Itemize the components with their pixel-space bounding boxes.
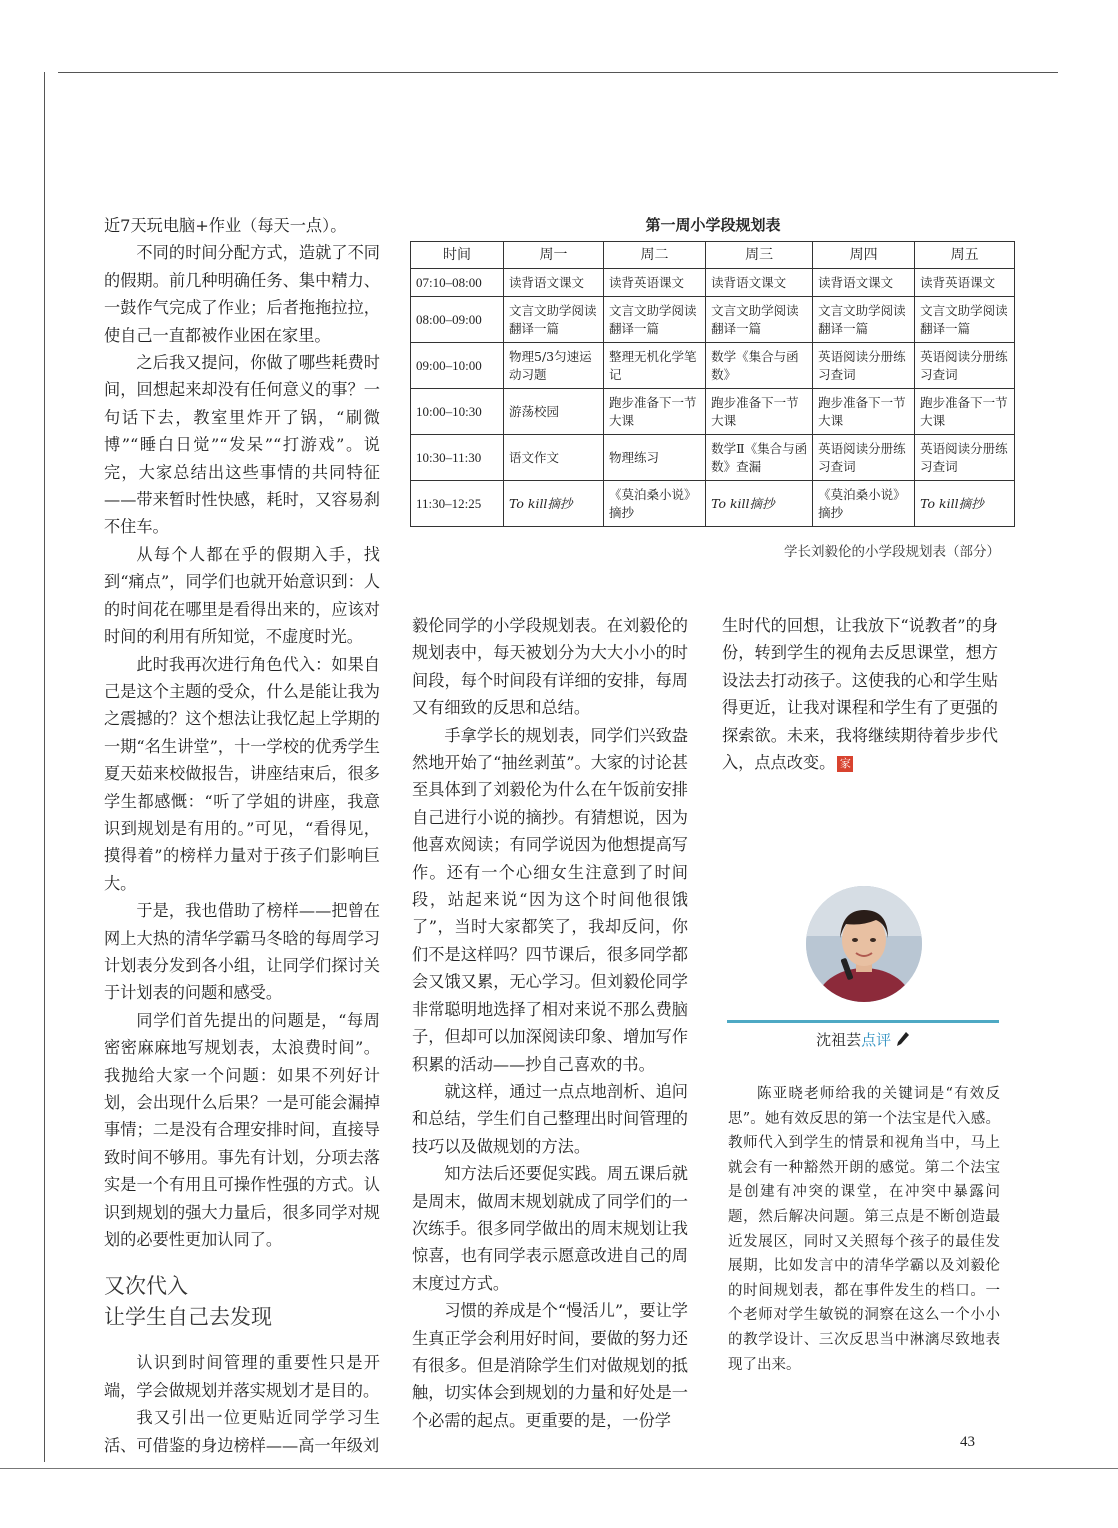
time-cell: 11:30–12:25 [411, 481, 504, 527]
header-cell: 周一 [504, 242, 604, 269]
table-cell: 跑步准备下一节大课 [706, 389, 813, 435]
time-cell: 10:00–10:30 [411, 389, 504, 435]
table-cell: 游荡校园 [504, 389, 604, 435]
paragraph: 不同的时间分配方式，造就了不同的假期。前几种明确任务、集中精力、一鼓作气完成了作业；后者拖拖拉拉，使自己一直都被作业困在家里。 [104, 243, 380, 345]
table-cell: 文言文助学阅读翻译一篇 [604, 297, 706, 343]
commenter-divider [727, 1020, 999, 1023]
comment-box [728, 1082, 1000, 1377]
paragraph: 于是，我也借助了榜样——把曾在网上大热的清华学霸马冬晗的每周学习计划表分发到各小组，让同学们探讨关于计划表的问题和感受。 [104, 901, 380, 1003]
table-cell: 文言文助学阅读翻译一篇 [915, 297, 1015, 343]
table-cell: 《莫泊桑小说》摘抄 [813, 481, 915, 527]
paragraph: 毅伦同学的小学段规划表。在刘毅伦的规划表中，每天被划分为大大小小的时间段，每个时间段有详细的安排，每周又有细致的反思和总结。 [412, 616, 688, 718]
table-cell: 物理5/3匀速运动习题 [504, 343, 604, 389]
table-cell: 读背语文课文 [706, 269, 813, 297]
section-heading-line-1: 又次代入 [104, 1274, 188, 1299]
header-cell: 时间 [411, 242, 504, 269]
paragraph: 认识到时间管理的重要性只是开端，学会做规划并落实规划才是目的。 [104, 1353, 380, 1400]
table-cell: 读背语文课文 [504, 269, 604, 297]
commenter-avatar [806, 886, 922, 1002]
table-row [411, 435, 1015, 481]
table-cell: 跑步准备下一节大课 [813, 389, 915, 435]
table-title: 第一周小学段规划表 [645, 216, 781, 234]
table-cell: 《莫泊桑小说》摘抄 [604, 481, 706, 527]
schedule-table [410, 241, 1015, 527]
paragraph: 同学们首先提出的问题是，“每周密密麻麻地写规划表，太浪费时间”。我抛给大家一个问题：如果不列好计划，会出现什么后果？一是可能会漏掉事情；二是没有合理安排时间，直接导致时间不够用。事先有计划，分项去落实是一个有用且可操作性强的方式。认识到规划的强大力量后，很多同学对规划的必要性更加认同了。 [104, 1010, 380, 1250]
left-rule [44, 72, 45, 1462]
table-cell: 文言文助学阅读翻译一篇 [813, 297, 915, 343]
paragraph: 手拿学长的规划表，同学们兴致盎然地开始了“抽丝剥茧”。大家的讨论甚至具体到了刘毅伦为什么在午饭前安排自己进行小说的摘抄。有猜想说，因为他喜欢阅读；有同学说因为他想提高写作。还有一个心细女生注意到了时间段，站起来说“因为这个时间他很饿了”，当时大家都笑了，我却反问，你们不是这样吗？四节课后，很多同学都会又饿又累，无心学习。但刘毅伦同学非常聪明地选择了相对来说不那么费脑子，但却可以加深阅读印象、增加写作积累的活动——抄自己喜欢的书。 [412, 725, 688, 1074]
table-cell: 英语阅读分册练习查词 [813, 343, 915, 389]
commenter-name: 沈祖芸 [816, 1031, 862, 1049]
paragraph: 之后我又提问，你做了哪些耗费时间，回想起来却没有任何意义的事？一句话下去，教室里炸开了锅，“刷微博”“睡白日觉”“发呆”“打游戏”。说完，大家总结出这些事情的共同特征——带来暂时性快感，耗时，又容易刹不住车。 [104, 353, 380, 537]
table-cell: 数学Ⅱ《集合与函数》查漏 [706, 435, 813, 481]
table-caption: 学长刘毅伦的小学段规划表（部分） [784, 544, 1000, 560]
table-cell: 读背英语课文 [915, 269, 1015, 297]
article-column-3 [722, 612, 998, 776]
time-cell: 10:30–11:30 [411, 435, 504, 481]
paragraph-text: 生时代的回想，让我放下“说教者”的身份，转到学生的视角去反思课堂，想方设法去打动孩子。这使我的心和学生贴得更近，让我对课程和学生有了更强的探索欲。未来，我将继续期待着步步代入，点点改变。 [722, 616, 998, 773]
table-cell: 英语阅读分册练习查词 [915, 343, 1015, 389]
section-heading [104, 1271, 380, 1333]
paragraph: 从每个人都在乎的假期入手，找到“痛点”，同学们也就开始意识到：人的时间花在哪里是看得出来的，应该对时间的利用有所知觉，不虚度时光。 [104, 544, 380, 647]
header-cell: 周二 [604, 242, 706, 269]
table-row [411, 297, 1015, 343]
paragraph [722, 612, 998, 776]
table-cell: 读背英语课文 [604, 269, 706, 297]
article-column-2 [412, 612, 688, 1434]
table-row [411, 343, 1015, 389]
paragraph: 此时我再次进行角色代入：如果自己是这个主题的受众，什么是能让我为之震撼的？这个想法让我忆起上学期的一期“名生讲堂”，十一学校的优秀学生夏天茹来校做报告，讲座结束后，很多学生都感慨：“听了学姐的讲座，我意识到规划是有用的。”可见，“看得见，摸得着”的榜样力量对于孩子们影响巨大。 [104, 654, 380, 893]
page-number: 43 [960, 1434, 975, 1450]
time-cell: 09:00–10:00 [411, 343, 504, 389]
bottom-rule [0, 1468, 1118, 1469]
top-rule [58, 72, 1058, 73]
table-cell: 读背语文课文 [813, 269, 915, 297]
table-cell: 文言文助学阅读翻译一篇 [706, 297, 813, 343]
article-column-1 [104, 212, 380, 1459]
end-mark-icon: 家 [837, 756, 853, 772]
header-cell: 周五 [915, 242, 1015, 269]
comment-label: 点评 [861, 1031, 892, 1049]
table-cell: To kill摘抄 [915, 481, 1015, 527]
avatar-portrait-icon [806, 886, 922, 1002]
time-cell: 08:00–09:00 [411, 297, 504, 343]
comment-text: 陈亚晓老师给我的关键词是“有效反思”。她有效反思的第一个法宝是代入感。教师代入到学生的情景和视角当中，马上就会有一种豁然开朗的感觉。第二个法宝是创建有冲突的课堂，在冲突中暴露问题，然后解决问题。第三点是不断创造最近发展区，同时又关照每个孩子的最佳发展期，比如发言中的清华学霸以及刘毅伦的时间规划表，都在事件发生的档口。一个老师对学生敏锐的洞察在这么一个小小的教学设计、三次反思当中淋漓尽致地表现了出来。 [728, 1086, 1000, 1373]
table-row [411, 389, 1015, 435]
paragraph: 就这样，通过一点点地剖析、追问和总结，学生们自己整理出时间管理的技巧以及做规划的方法。 [412, 1081, 688, 1156]
table-cell: 英语阅读分册练习查词 [915, 435, 1015, 481]
table-row [411, 269, 1015, 297]
table-header-row [411, 242, 1015, 269]
pen-icon [896, 1031, 910, 1047]
section-heading-line-2: 让学生自己去发现 [104, 1305, 272, 1330]
paragraph: 知方法后还要促实践。周五课后就是周末，做周末规划就成了同学们的一次练手。很多同学做出的周末规划让我惊喜，也有同学表示愿意改进自己的周末度过方式。 [412, 1164, 688, 1293]
header-cell: 周三 [706, 242, 813, 269]
table-cell: 语文作文 [504, 435, 604, 481]
table-cell: 跑步准备下一节大课 [604, 389, 706, 435]
table-cell: To kill摘抄 [504, 481, 604, 527]
paragraph: 我又引出一位更贴近同学学习生活、可借鉴的身边榜样——高一年级刘 [104, 1408, 380, 1455]
table-cell: 整理无机化学笔记 [604, 343, 706, 389]
table-cell: To kill摘抄 [706, 481, 813, 527]
table-row [411, 481, 1015, 527]
paragraph: 近7天玩电脑+作业（每天一点）。 [104, 216, 347, 235]
table-cell: 物理练习 [604, 435, 706, 481]
table-cell: 文言文助学阅读翻译一篇 [504, 297, 604, 343]
table-cell: 跑步准备下一节大课 [915, 389, 1015, 435]
commenter-label [727, 1029, 999, 1050]
table-cell: 英语阅读分册练习查词 [813, 435, 915, 481]
table-cell: 数学《集合与函数》 [706, 343, 813, 389]
paragraph: 习惯的养成是个“慢活儿”，要让学生真正学会利用好时间，要做的努力还有很多。但是消除学生们对做规划的抵触，切实体会到规划的力量和好处是一个必需的起点。更重要的是，一份学 [412, 1301, 688, 1430]
time-cell: 07:10–08:00 [411, 269, 504, 297]
header-cell: 周四 [813, 242, 915, 269]
